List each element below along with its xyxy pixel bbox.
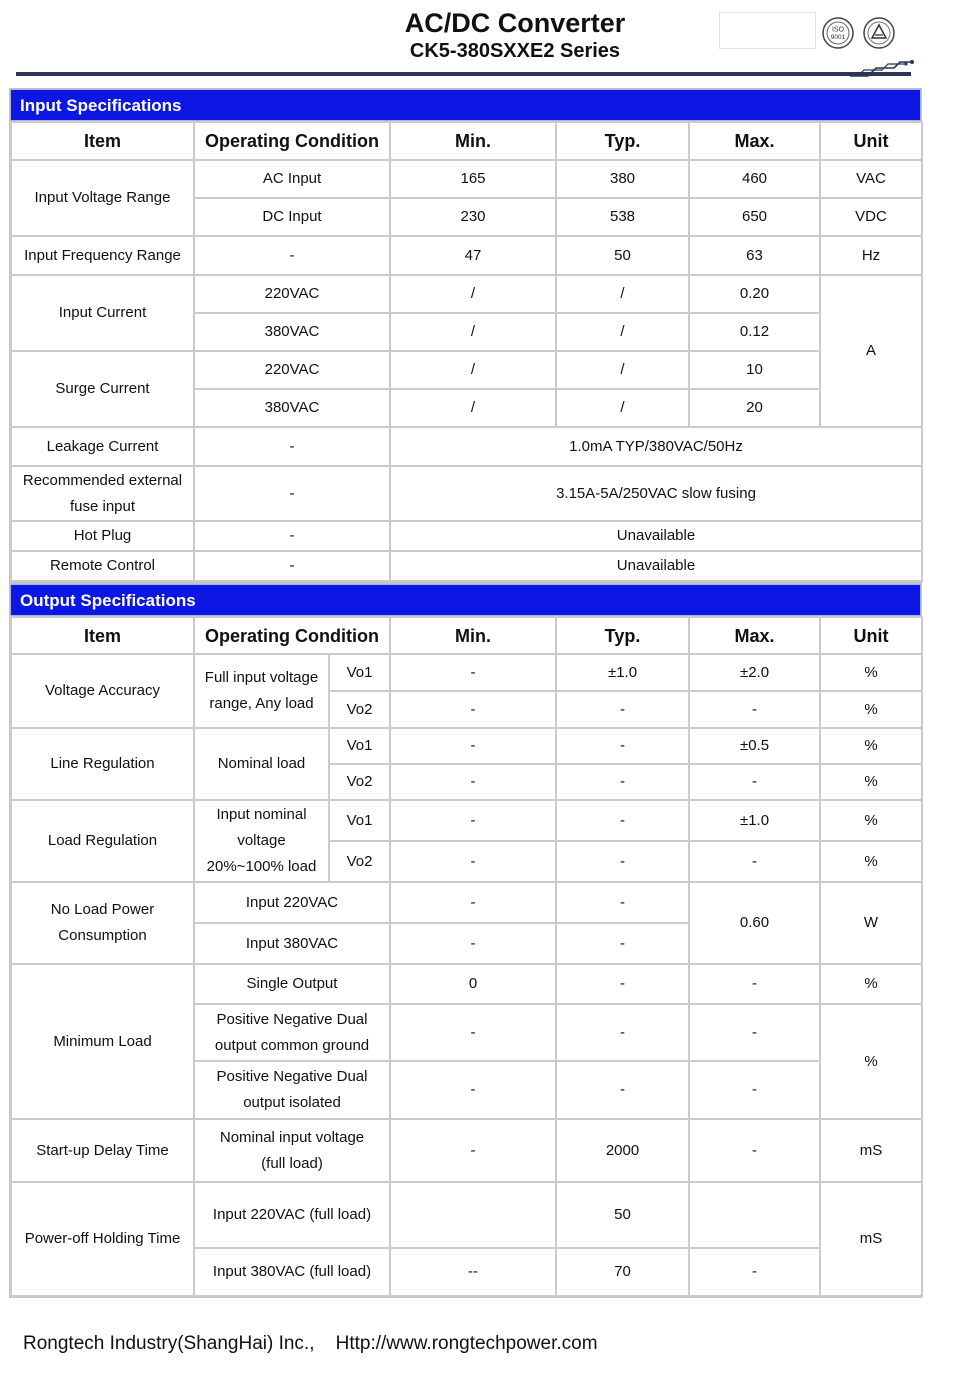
cell-typ: - [556, 841, 689, 882]
condition-line: output isolated [243, 1094, 341, 1111]
cell-condition: 220VAC [194, 351, 390, 389]
cell-condition: - [194, 551, 390, 581]
cell-min: / [390, 389, 556, 427]
cell-value: Unavailable [390, 551, 922, 581]
row-label-minimum-load: Minimum Load [11, 964, 194, 1119]
cell-condition: Nominal load [194, 728, 329, 800]
cell-unit: % [820, 728, 922, 764]
cell-min: 165 [390, 160, 556, 198]
cell-typ: / [556, 313, 689, 351]
col-header-unit: Unit [820, 122, 922, 160]
cell-typ: - [556, 800, 689, 841]
cell-min: 0 [390, 964, 556, 1004]
cell-unit: mS [820, 1119, 922, 1182]
cell-unit: % [820, 841, 922, 882]
cell-max: - [689, 764, 820, 800]
output-specifications-table [10, 616, 923, 1297]
cell-min: - [390, 654, 556, 691]
row-label-surge-current: Surge Current [11, 351, 194, 427]
input-specifications-table [10, 121, 923, 582]
svg-text:ISO: ISO [831, 26, 845, 34]
cell-typ: - [556, 728, 689, 764]
cell-condition: 220VAC [194, 275, 390, 313]
cell-unit: VAC [820, 160, 922, 198]
row-label-startup-delay: Start-up Delay Time [11, 1119, 194, 1182]
cell-min: - [390, 800, 556, 841]
cell-typ: ±1.0 [556, 654, 689, 691]
col-header-operating-condition: Operating Condition [194, 122, 390, 160]
cell-min: -- [390, 1248, 556, 1296]
cell-min: - [390, 1061, 556, 1119]
row-label-leakage-current: Leakage Current [11, 427, 194, 466]
cell-condition: - [194, 466, 390, 521]
svg-text:9001: 9001 [830, 34, 846, 41]
document-title: AC/DC Converter [404, 8, 626, 38]
cell-unit: Hz [820, 236, 922, 275]
row-label-line-regulation: Line Regulation [11, 728, 194, 800]
row-label-line: No Load Power [50, 901, 155, 918]
cell-output-label: Vo1 [329, 800, 390, 841]
cell-max: - [689, 1248, 820, 1296]
cell-unit-current: A [820, 275, 922, 427]
table-row [11, 728, 922, 764]
table-row [11, 551, 922, 581]
row-label-no-load-power [11, 882, 194, 964]
cell-max: - [689, 1004, 820, 1061]
cell-max: 20 [689, 389, 820, 427]
cell-max: - [689, 691, 820, 728]
cell-max: ±1.0 [689, 800, 820, 841]
table-row [11, 427, 922, 466]
circuit-trace-decoration [848, 58, 914, 78]
cell-condition: 380VAC [194, 313, 390, 351]
cell-min [390, 1182, 556, 1248]
row-label-line: Recommended external [22, 471, 183, 489]
table-row [11, 160, 922, 198]
cell-unit: % [820, 964, 922, 1004]
col-header-typ: Typ. [556, 122, 689, 160]
cell-value: 1.0mA TYP/380VAC/50Hz [390, 427, 922, 466]
header-placeholder-box [719, 12, 816, 49]
cell-typ: - [556, 1004, 689, 1061]
col-header-operating-condition: Operating Condition [194, 617, 390, 654]
cell-unit: % [820, 800, 922, 841]
cell-condition [194, 1061, 390, 1119]
cell-min: / [390, 351, 556, 389]
row-label-power-off-holding: Power-off Holding Time [11, 1182, 194, 1296]
row-label-remote-control: Remote Control [11, 551, 194, 581]
cell-min: 47 [390, 236, 556, 275]
cell-min: - [390, 1119, 556, 1182]
condition-line: output common ground [214, 1036, 370, 1054]
row-label-recommended-fuse [11, 466, 194, 521]
col-header-unit: Unit [820, 617, 922, 654]
cell-condition [194, 1004, 390, 1061]
input-specifications-title: Input Specifications [10, 89, 921, 121]
document-subtitle: CK5-380SXXE2 Series [409, 40, 621, 62]
cell-max: 460 [689, 160, 820, 198]
table-row [11, 964, 922, 1004]
cell-max: - [689, 1119, 820, 1182]
cell-max: 0.12 [689, 313, 820, 351]
cell-unit: mS [820, 1182, 922, 1296]
cell-max: - [689, 964, 820, 1004]
table-row [11, 521, 922, 551]
col-header-typ: Typ. [556, 617, 689, 654]
table-row [11, 1119, 922, 1182]
cell-max: 63 [689, 236, 820, 275]
footer [23, 1333, 598, 1355]
cell-unit: W [820, 882, 922, 964]
cell-condition: Input 380VAC [194, 923, 390, 964]
col-header-max: Max. [689, 617, 820, 654]
cell-condition: Input 380VAC (full load) [194, 1248, 390, 1296]
cell-typ: / [556, 275, 689, 313]
cell-min: - [390, 923, 556, 964]
cell-typ: - [556, 923, 689, 964]
cell-unit: % [820, 1004, 922, 1119]
cell-min: - [390, 764, 556, 800]
cell-unit: VDC [820, 198, 922, 236]
cell-condition: DC Input [194, 198, 390, 236]
cell-max: 650 [689, 198, 820, 236]
condition-line: 20%~100% load [206, 858, 317, 875]
cell-typ: 380 [556, 160, 689, 198]
condition-line: voltage [237, 832, 286, 849]
cell-condition [194, 800, 329, 882]
col-header-min: Min. [390, 122, 556, 160]
cell-typ: 50 [556, 1182, 689, 1248]
cell-typ: 538 [556, 198, 689, 236]
table-row [11, 800, 922, 841]
cell-output-label: Vo2 [329, 691, 390, 728]
row-label-line: Consumption [58, 927, 147, 944]
table-row [11, 351, 922, 389]
cell-typ: - [556, 764, 689, 800]
cell-typ: - [556, 1061, 689, 1119]
col-header-item: Item [11, 122, 194, 160]
cell-max: ±2.0 [689, 654, 820, 691]
footer-website-link[interactable]: Http://www.rongtechpower.com [335, 1333, 598, 1354]
cell-min: - [390, 1004, 556, 1061]
output-specifications-section [9, 583, 922, 1298]
cell-max: 10 [689, 351, 820, 389]
cell-condition: - [194, 521, 390, 551]
cell-typ: 70 [556, 1248, 689, 1296]
row-label-input-current: Input Current [11, 275, 194, 351]
cell-typ: - [556, 691, 689, 728]
cell-max: 0.20 [689, 275, 820, 313]
cell-max: - [689, 1061, 820, 1119]
cell-output-label: Vo2 [329, 764, 390, 800]
cell-condition: Input 220VAC [194, 882, 390, 923]
condition-line: Positive Negative Dual [216, 1010, 368, 1028]
condition-line: Positive Negative Dual [216, 1068, 368, 1085]
table-row [11, 882, 922, 923]
col-header-item: Item [11, 617, 194, 654]
table-row [11, 275, 922, 313]
table-row [11, 1182, 922, 1248]
iso-9001-badge-icon [822, 17, 854, 49]
col-header-max: Max. [689, 122, 820, 160]
cell-condition: Single Output [194, 964, 390, 1004]
company-emblem-icon [863, 17, 895, 49]
col-header-min: Min. [390, 617, 556, 654]
cell-max [689, 1182, 820, 1248]
footer-company: Rongtech Industry(ShangHai) Inc., [23, 1333, 315, 1354]
condition-line: range, Any load [209, 695, 314, 712]
cell-output-label: Vo1 [329, 728, 390, 764]
cell-min: - [390, 841, 556, 882]
cell-typ: / [556, 351, 689, 389]
cell-typ: - [556, 882, 689, 923]
cell-output-label: Vo2 [329, 841, 390, 882]
output-specifications-title: Output Specifications [10, 584, 921, 616]
cell-min: / [390, 275, 556, 313]
cell-output-label: Vo1 [329, 654, 390, 691]
cell-typ: / [556, 389, 689, 427]
cell-max: - [689, 841, 820, 882]
cell-max: ±0.5 [689, 728, 820, 764]
table-row [11, 236, 922, 275]
cell-condition: - [194, 236, 390, 275]
cell-typ: - [556, 964, 689, 1004]
condition-line: Nominal input voltage [219, 1128, 365, 1146]
cell-typ: 2000 [556, 1119, 689, 1182]
cell-min: / [390, 313, 556, 351]
cell-min: 230 [390, 198, 556, 236]
table-header-row [11, 122, 922, 160]
row-label-hot-plug: Hot Plug [11, 521, 194, 551]
cell-condition [194, 1119, 390, 1182]
condition-line: (full load) [261, 1154, 323, 1172]
header-rule [16, 72, 911, 76]
input-specifications-section [9, 88, 922, 583]
table-header-row [11, 617, 922, 654]
cell-unit: % [820, 691, 922, 728]
cell-min: - [390, 728, 556, 764]
cell-condition: 380VAC [194, 389, 390, 427]
cell-condition: AC Input [194, 160, 390, 198]
row-label-line: fuse input [69, 497, 136, 515]
cell-condition: - [194, 427, 390, 466]
cell-max: 0.60 [689, 882, 820, 964]
cell-min: - [390, 691, 556, 728]
cell-value: 3.15A-5A/250VAC slow fusing [390, 466, 922, 521]
condition-line: Full input voltage [204, 669, 319, 686]
cell-unit: % [820, 654, 922, 691]
table-row [11, 466, 922, 521]
table-row [11, 654, 922, 691]
cell-min: - [390, 882, 556, 923]
row-label-input-frequency-range: Input Frequency Range [11, 236, 194, 275]
cell-unit: % [820, 764, 922, 800]
row-label-voltage-accuracy: Voltage Accuracy [11, 654, 194, 728]
row-label-input-voltage-range: Input Voltage Range [11, 160, 194, 236]
cell-condition [194, 654, 329, 728]
cell-condition: Input 220VAC (full load) [194, 1182, 390, 1248]
row-label-load-regulation: Load Regulation [11, 800, 194, 882]
cell-typ: 50 [556, 236, 689, 275]
condition-line: Input nominal [216, 806, 307, 823]
cell-value: Unavailable [390, 521, 922, 551]
